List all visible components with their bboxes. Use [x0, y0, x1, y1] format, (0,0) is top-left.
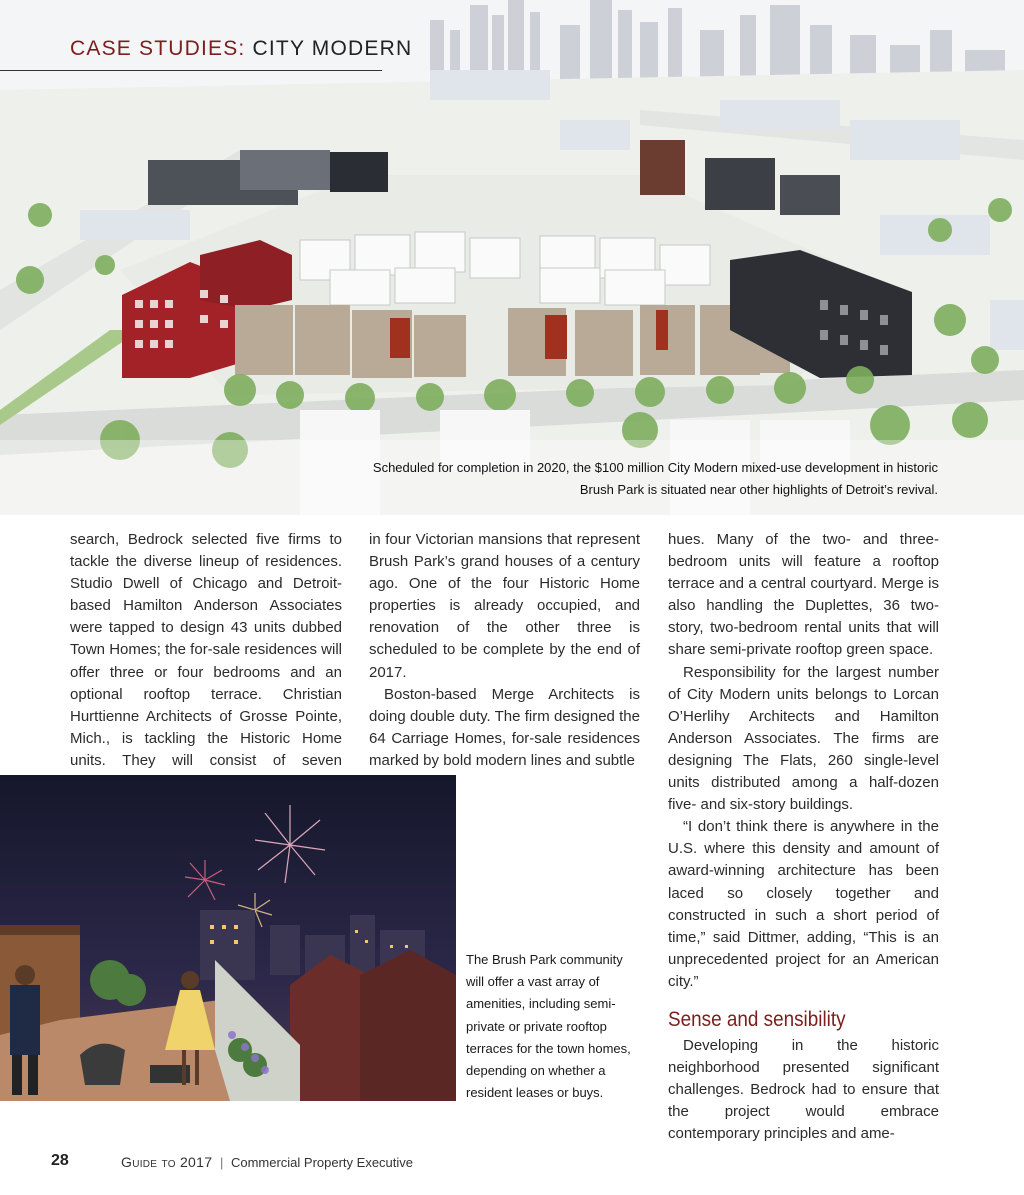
section-subhead: Sense and sensibility [668, 1007, 846, 1031]
hero-rendering [0, 0, 1024, 515]
article-column-3 [668, 529, 939, 1145]
hero-caption-line-1: Scheduled for completion in 2020, the $100 million City Modern mixed-use development in historic [372, 460, 938, 475]
photo-caption: The Brush Park community will offer a vast array of amenities, including semi-private or private rooftop terraces for the town homes, depending on whether a resident leases or buys. [466, 952, 631, 1101]
hero-caption-line-2: Brush Park is situated near other highlights of Detroit’s revival. [579, 482, 938, 497]
paragraph: Boston-based Merge Architects is doing double duty. The firm designed the 64 Carriage Homes, for-sale residences marked by bold modern lines and subtle [369, 685, 640, 769]
header-divider [0, 70, 382, 71]
paragraph: “I don’t think there is anywhere in the U.S. where this density and amount of award-winning architecture has been laced so closely together and constructed in such a short period of time,” said Dittmer, adding, “This is an unprecedented project for an American city.” [668, 818, 939, 990]
rooftop-illustration [0, 775, 456, 1101]
publication-footer [121, 1154, 413, 1170]
section-title: CITY MODERN [252, 37, 413, 60]
publication-name: Commercial Property Executive [230, 1155, 414, 1170]
hero-illustration [0, 0, 1024, 515]
paragraph: Developing in the historic neighborhood presented significant challenges. Bedrock had to ensure that the project would embrace contemporary principles and ame- [668, 1036, 939, 1143]
section-header [70, 37, 412, 61]
hero-caption [338, 457, 938, 501]
paragraph: hues. Many of the two- and three-bedroom units will feature a rooftop terrace and a central courtyard. Merge is also handling the Duplettes, 36 two-story, two-bedroom rental units that will share semi-private rooftop green space. [668, 531, 939, 659]
rooftop-photo [0, 775, 456, 1101]
paragraph: search, Bedrock selected five firms to tackle the diverse lineup of residences. Studio Dwell of Chicago and Detroit-based Hamilton Anderson Associates were tapped to design 43 units dubbed Town Homes; the for-sale residences will offer three or four bedrooms and an optional rooftop terrace. Christian Hurttienne Architects of Grosse Pointe, Mich., is tackling the Historic Home units. They will consist of seven [70, 531, 342, 769]
article-column-1 [70, 529, 342, 794]
article-column-2 [369, 529, 640, 772]
paragraph: in four Victorian mansions that represent Brush Park’s grand houses of a century ago. One of the four Historic Home properties is already occupied, and renovation of the other three is scheduled to be complete by the end of 2017. [369, 531, 640, 681]
footer-separator: | [219, 1155, 224, 1170]
page-number: 28 [51, 1152, 69, 1169]
paragraph: Responsibility for the largest number of City Modern units belongs to Lorcan O’Herlihy Architects and Hamilton Anderson Associates. The firms are designing The Flats, 260 single-level units distributed among a half-dozen five- and six-story buildings. [668, 663, 939, 814]
section-label: CASE STUDIES: [70, 37, 246, 60]
publication-guide: Guide to 2017 [121, 1154, 213, 1170]
